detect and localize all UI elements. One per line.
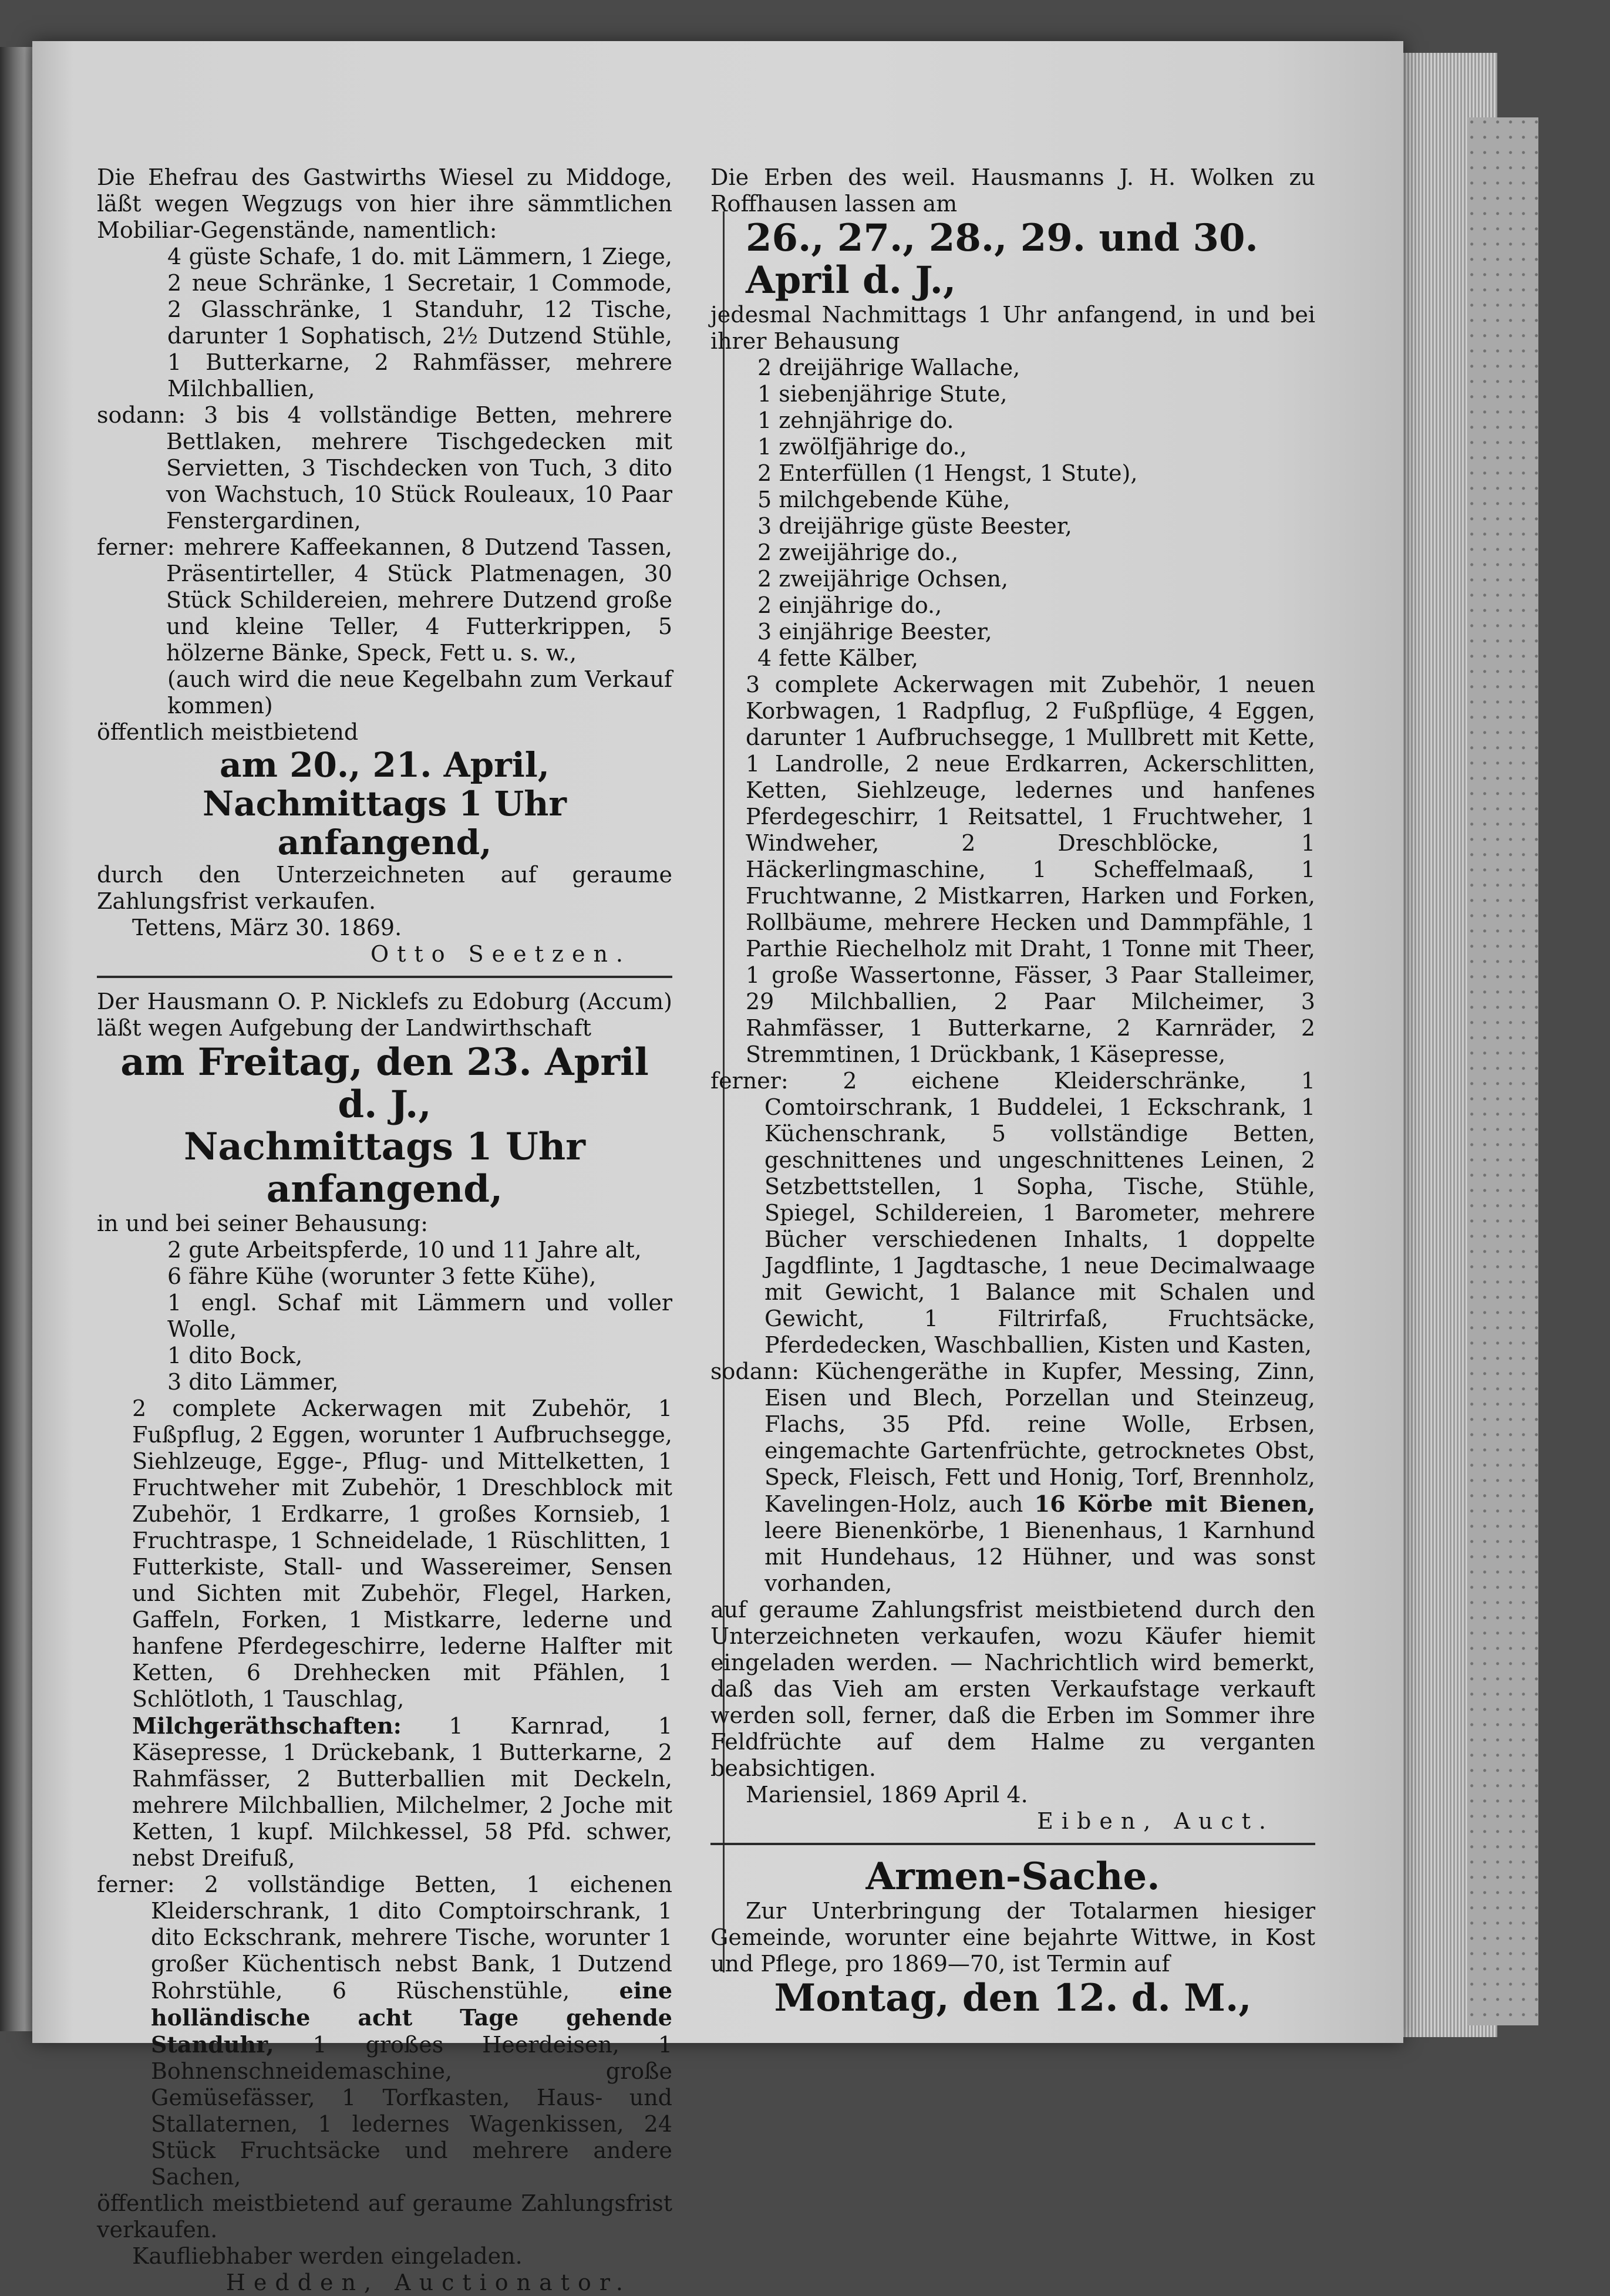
- list-item: 1 dito Bock,: [167, 1343, 303, 1368]
- list-item: 1 zwölfjährige do.,: [757, 434, 967, 460]
- list-item: 1 siebenjährige Stute,: [757, 381, 1008, 407]
- ad-separator: [97, 976, 672, 978]
- ad3-intro: Die Erben des weil. Hausmanns J. H. Wolken zu Roffhausen lassen am: [710, 164, 1315, 217]
- list-item: 4 fette Kälber,: [757, 645, 918, 671]
- ad-wiesel: [97, 164, 672, 967]
- ad2-ferner-bold: eine holländische acht Tage gehende Standuhr,: [151, 1977, 672, 2058]
- ad-wolken: [710, 164, 1315, 1835]
- newspaper-page: [32, 41, 1403, 2295]
- ad2-ferner-b: 1 großes Heerdeisen, 1 Bohnenschneidemaschine, große Gemüsefässer, 1 Torfkasten, Haus- und Stallaternen, 1 ledernes Wagenkissen, 24 Stück Fruchtsäcke und mehrere andere Sachen,: [151, 2032, 672, 2190]
- list-item: 1 zehnjährige do.: [757, 407, 954, 433]
- ad4-heading: Armen-Sache.: [865, 1855, 1160, 1899]
- ad2-at: in und bei seiner Behausung:: [97, 1211, 429, 1236]
- list-item: 2 zweijährige do.,: [757, 540, 959, 565]
- ad4-text: Zur Unterbringung der Totalarmen hiesiger Gemeinde, worunter eine bejahrte Wittwe, in Kost und Pflege, pro 1869—70, ist Termin auf: [710, 1898, 1315, 1977]
- list-item: 5 milchgebende Kühe,: [757, 487, 1011, 513]
- ad3-sodann-bold: 16 Körbe mit Bienen,: [1034, 1491, 1315, 1517]
- ad1-note: (auch wird die neue Kegelbahn zum Verkauf kommen): [167, 666, 672, 719]
- ad3-place: Mariensiel, 1869 April 4.: [746, 1782, 1028, 1808]
- ad2-public: öffentlich meistbietend auf geraume Zahlungsfrist verkaufen.: [97, 2190, 672, 2243]
- book-left-edge: [0, 47, 35, 2031]
- ad-armen-sache: [710, 1856, 1315, 2019]
- list-item: 2 einjährige do.,: [757, 592, 942, 618]
- list-item: 2 zweijährige Ochsen,: [757, 566, 1009, 592]
- ad-nicklefs: [97, 989, 672, 2296]
- book-cover-edge: [1468, 117, 1538, 2025]
- ad3-sodann-b: leere Bienenkörbe, 1 Bienenhaus, 1 Karnhund mit Hundehaus, 12 Hühner, und was sonst vorhanden,: [764, 1518, 1315, 1596]
- ad3-each: jedesmal Nachmittags 1 Uhr anfangend, in und bei ihrer Behausung: [710, 302, 1315, 354]
- ad2-milk-items: 1 Karnrad, 1 Käsepresse, 1 Drückebank, 1 Butterkarne, 2 Rahmfässer, 2 Butterballien mit Deckeln, mehrere Milchballien, Milchelmer, 2 Joche mit Ketten, 1 kupf. Milchkessel, 58 Pfd. schwer, nebst Dreifuß,: [132, 1713, 672, 1871]
- ad3-date: 26., 27., 28., 29. und 30. April d. J.,: [746, 216, 1258, 302]
- list-item: 3 dito Lämmer,: [167, 1369, 339, 1395]
- ad3-signature: Eiben, Auct.: [1037, 1808, 1274, 1834]
- ad1-signature: Otto Seetzen.: [370, 941, 631, 967]
- list-item: 2 gute Arbeitspferde, 10 und 11 Jahre alt,: [167, 1237, 642, 1263]
- ad1-sodann: sodann: 3 bis 4 vollständige Betten, mehrere Bettlaken, mehrere Tischgedecken mit Servietten, 3 Tischdecken von Tuch, 3 dito von Wachstuch, 10 Stück Rouleaux, 10 Paar Fenstergardinen,: [97, 402, 672, 534]
- ad2-ferner: [97, 1872, 672, 2190]
- ad3-sodann: [710, 1358, 1315, 1597]
- ad1-place: Tettens, März 30. 1869.: [132, 915, 402, 940]
- ad2-ferner-a: ferner: 2 vollständige Betten, 1 eichenen Kleiderschrank, 1 dito Comptoirschrank, 1 dito Eckschrank, mehrere Tische, worunter 1 großer Küchentisch nebst Bank, 1 Dutzend Rohrstühle, 6 Rüschenstühle,: [97, 1872, 672, 2004]
- ad2-milk-label: Milchgeräthschaften:: [132, 1712, 402, 1739]
- ad1-intro: Die Ehefrau des Gastwirths Wiesel zu Middoge, läßt wegen Wegzugs von hier ihre sämmtlichen Mobiliar-Gegenstände, namentlich:: [97, 164, 672, 243]
- list-item: 1 engl. Schaf mit Lämmern und voller Wolle,: [167, 1290, 672, 1342]
- ad2-invite: Kaufliebhaber werden eingeladen.: [132, 2243, 523, 2269]
- ad3-equipment: 3 complete Ackerwagen mit Zubehör, 1 neuen Korbwagen, 1 Radpflug, 2 Fußpflüge, 4 Eggen, darunter 1 Aufbruchsegge, 1 Mullbrett mit Kette, 1 Landrolle, 2 neue Erdkarren, Ackerschlitten, Ketten, Siehlzeuge, ledernes und hanfenes Pferdegeschirr, 1 Reitsattel, 1 Fruchtweher, 1 Windweher, 2 Dreschblöcke, 1 Häckerlingmaschine, 1 Scheffelmaaß, 1 Fruchtwanne, 2 Mistkarren, Harken und Forken, Rollbäume, mehrere Hecken und Dammpfähle, 1 Parthie Riechelholz mit Draht, 1 Tonne mit Theer, 1 große Wassertonne, Fässer, 3 Paar Stalleimer, 29 Milchballien, 2 Paar Milcheimer, 3 Rahmfässer, 1 Butterkarne, 2 Karnräder, 2 Stremmtinen, 1 Drückbank, 1 Käsepresse,: [746, 672, 1315, 1067]
- ad3-animal-list: [710, 355, 1315, 672]
- ad4-date: Montag, den 12. d. M.,: [774, 1976, 1252, 2020]
- list-item: 2 dreijährige Wallache,: [757, 355, 1020, 380]
- ad1-ferner: ferner: mehrere Kaffeekannen, 8 Dutzend Tassen, Präsentirteller, 4 Stück Platmenagen, 30 Stück Schildereien, mehrere Dutzend große und kleine Teller, 4 Futterkrippen, 5 hölzerne Bänke, Speck, Fett u. s. w.,: [97, 534, 672, 666]
- list-item: 3 dreijährige güste Beester,: [757, 513, 1072, 539]
- ad1-items: 4 güste Schafe, 1 do. mit Lämmern, 1 Ziege, 2 neue Schränke, 1 Secretair, 1 Commode, 2 Glasschränke, 1 Standuhr, 12 Tische, darunter 1 Sophatisch, 2½ Dutzend Stühle, 1 Butterkarne, 2 Rahmfässer, mehrere Milchballien,: [167, 244, 672, 402]
- ad2-intro: Der Hausmann O. P. Nicklefs zu Edoburg (Accum) läßt wegen Aufgebung der Landwirthschaft: [97, 989, 672, 1041]
- list-item: 3 einjährige Beester,: [757, 619, 992, 645]
- right-column: [710, 164, 1315, 2019]
- ad1-date: am 20., 21. April, Nachmittags 1 Uhr anfangend,: [203, 745, 567, 862]
- ad2-milk: [97, 1712, 672, 1872]
- ad-separator: [710, 1843, 1315, 1845]
- list-item: 6 fähre Kühe (worunter 3 fette Kühe),: [167, 1263, 597, 1289]
- ad2-date2: Nachmittags 1 Uhr anfangend,: [183, 1125, 586, 1211]
- ad1-public: öffentlich meistbietend: [97, 719, 359, 745]
- ad2-equipment: 2 complete Ackerwagen mit Zubehör, 1 Fußpflug, 2 Eggen, worunter 1 Aufbruchsegge, Siehlzeuge, Egge-, Pflug- und Mittelketten, 1 Fruchtweher mit Zubehör, 1 Dreschblock mit Zubehör, 1 Erdkarre, 1 großes Kornsieb, 1 Fruchtraspe, 1 Schneidelade, 1 Rüschlitten, 1 Futterkiste, Stall- und Wassereimer, Sensen und Sichten mit Zubehör, Flegel, Harken, Gaffeln, Forken, 1 Mistkarre, lederne und hanfene Pferdegeschirre, lederne Halfter mit Ketten, 6 Drehhecken mit Pfählen, 1 Schlötloth, 1 Tauschlag,: [132, 1395, 672, 1712]
- ad1-closing: durch den Unterzeichneten auf geraume Zahlungsfrist verkaufen.: [97, 862, 672, 914]
- ad2-date1: am Freitag, den 23. April d. J.,: [120, 1040, 649, 1127]
- left-column: [97, 164, 672, 2296]
- ad3-sodann-a: sodann: Küchengeräthe in Kupfer, Messing, Zinn, Eisen und Blech, Porzellan und Steinzeug, Flachs, 35 Pfd. reine Wolle, Erbsen, eingemachte Gartenfrüchte, getrocknetes Obst, Speck, Fleisch, Fett und Honig, Torf, Brennholz, Kavelingen-Holz, auch: [710, 1358, 1315, 1517]
- ad3-ferner: ferner: 2 eichene Kleiderschränke, 1 Comtoirschrank, 1 Buddelei, 1 Eckschrank, 1 Küchenschrank, 5 vollständige Betten, geschnittenes und ungeschnittenes Leinen, 2 Setzbettstellen, 1 Sopha, Tische, Stühle, Spiegel, Schildereien, 1 Barometer, mehrere Bücher verschiedenen Inhalts, 1 doppelte Jagdflinte, 1 Jagdtasche, 1 neue Decimalwaage mit Gewicht, 1 Balance mit Schalen und Gewicht, 1 Filtrirfaß, Fruchtsäcke, Pferdedecken, Waschballien, Kisten und Kasten,: [710, 1068, 1315, 1358]
- ad3-closing: auf geraume Zahlungsfrist meistbietend durch den Unterzeichneten verkaufen, wozu Käufer hiemit eingeladen werden. — Nachrichtlich wird bemerkt, daß das Vieh am ersten Verkaufstage verkauft werden soll, ferner, daß die Erben im Sommer ihre Feldfrüchte auf dem Halme zu verganten beabsichtigen.: [710, 1597, 1315, 1781]
- list-item: 2 Enterfüllen (1 Hengst, 1 Stute),: [757, 460, 1138, 486]
- ad2-signature: Hedden, Auctionator.: [225, 2270, 631, 2295]
- ad2-animal-list: [97, 1237, 672, 1395]
